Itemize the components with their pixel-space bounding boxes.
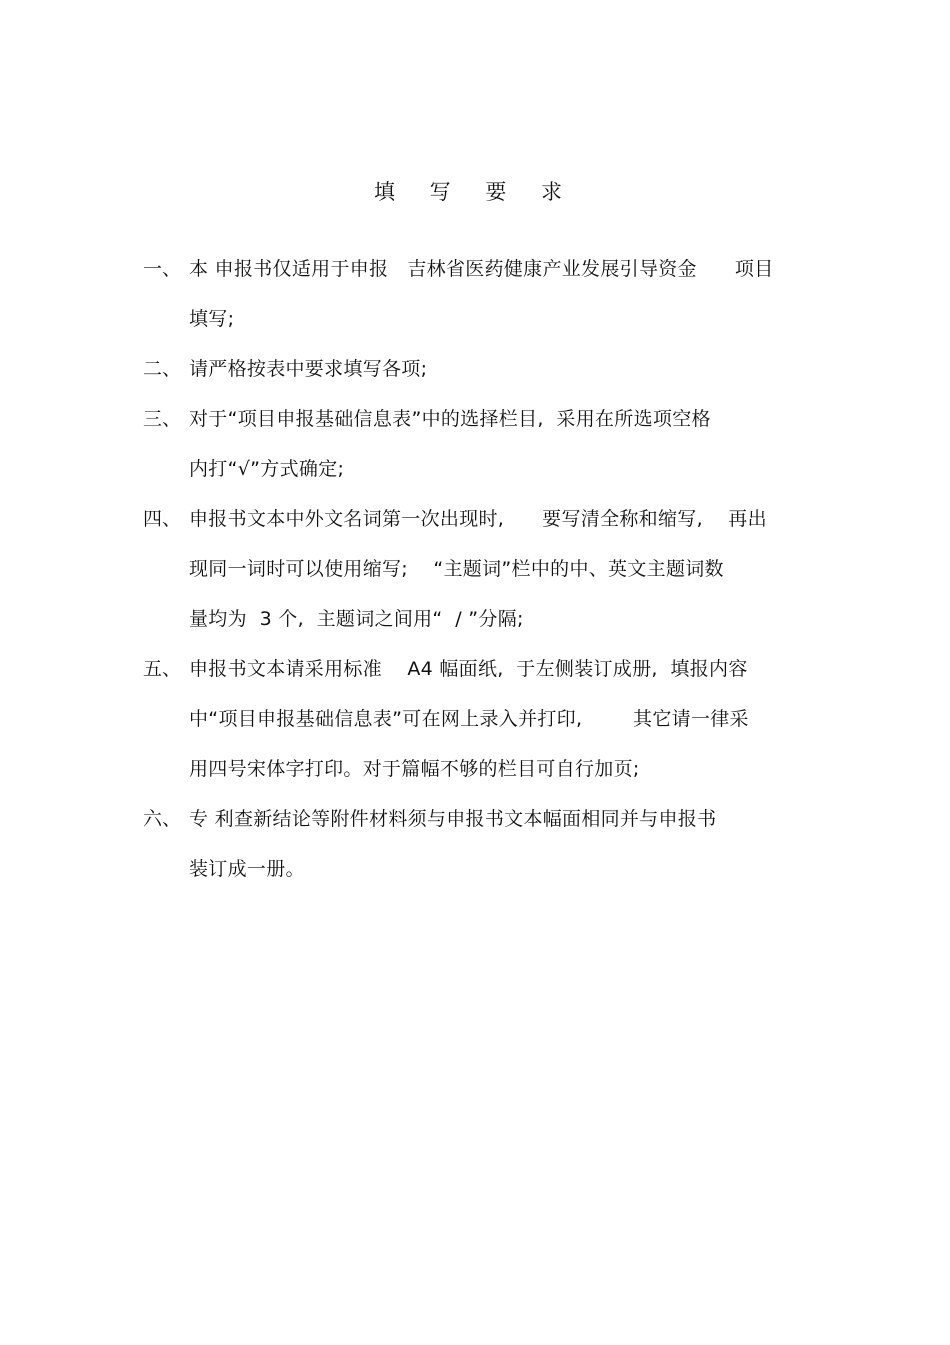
- item-text-line: 本 申报书仅适用于申报 吉林省医药健康产业发展引导资金 项目: [189, 258, 774, 280]
- item-number: 三、: [143, 408, 182, 430]
- page-title: 填 写 要 求: [373, 180, 577, 204]
- item-number: 四、: [143, 508, 182, 530]
- item-text-line: 申报书文本请采用标准 A4 幅面纸, 于左侧装订成册, 填报内容: [189, 658, 748, 680]
- list-item: [0, 494, 950, 644]
- list-item: [0, 344, 950, 394]
- item-number: 六、: [143, 808, 182, 830]
- list-item: [0, 244, 950, 344]
- item-text-line: 填写;: [189, 308, 235, 330]
- item-text-line: 对于“项目申报基础信息表”中的选择栏目, 采用在所选项空格: [189, 408, 711, 430]
- list-item: [0, 794, 950, 894]
- list-item: [0, 644, 950, 794]
- list-item: [0, 394, 950, 494]
- item-text-line: 中“项目申报基础信息表”可在网上录入并打印, 其它请一律采: [189, 708, 749, 730]
- item-text-line: 装订成一册。: [189, 858, 305, 880]
- item-number: 一、: [143, 258, 182, 280]
- item-text-line: 用四号宋体字打印。对于篇幅不够的栏目可自行加页;: [189, 758, 640, 780]
- item-text-line: 内打“√”方式确定;: [189, 458, 345, 480]
- item-text-line: 现同一词时可以使用缩写; “主题词”栏中的中、英文主题词数: [189, 558, 724, 580]
- item-number: 二、: [143, 358, 182, 380]
- item-text-line: 量均为 3 个, 主题词之间用“ / ”分隔;: [189, 608, 524, 630]
- item-text-line: 专 利查新结论等附件材料须与申报书文本幅面相同并与申报书: [189, 808, 717, 830]
- item-text-line: 请严格按表中要求填写各项;: [189, 358, 428, 380]
- item-number: 五、: [143, 658, 182, 680]
- item-text-line: 申报书文本中外文名词第一次出现时, 要写清全称和缩写, 再出: [189, 508, 767, 530]
- requirements-list: [0, 244, 950, 894]
